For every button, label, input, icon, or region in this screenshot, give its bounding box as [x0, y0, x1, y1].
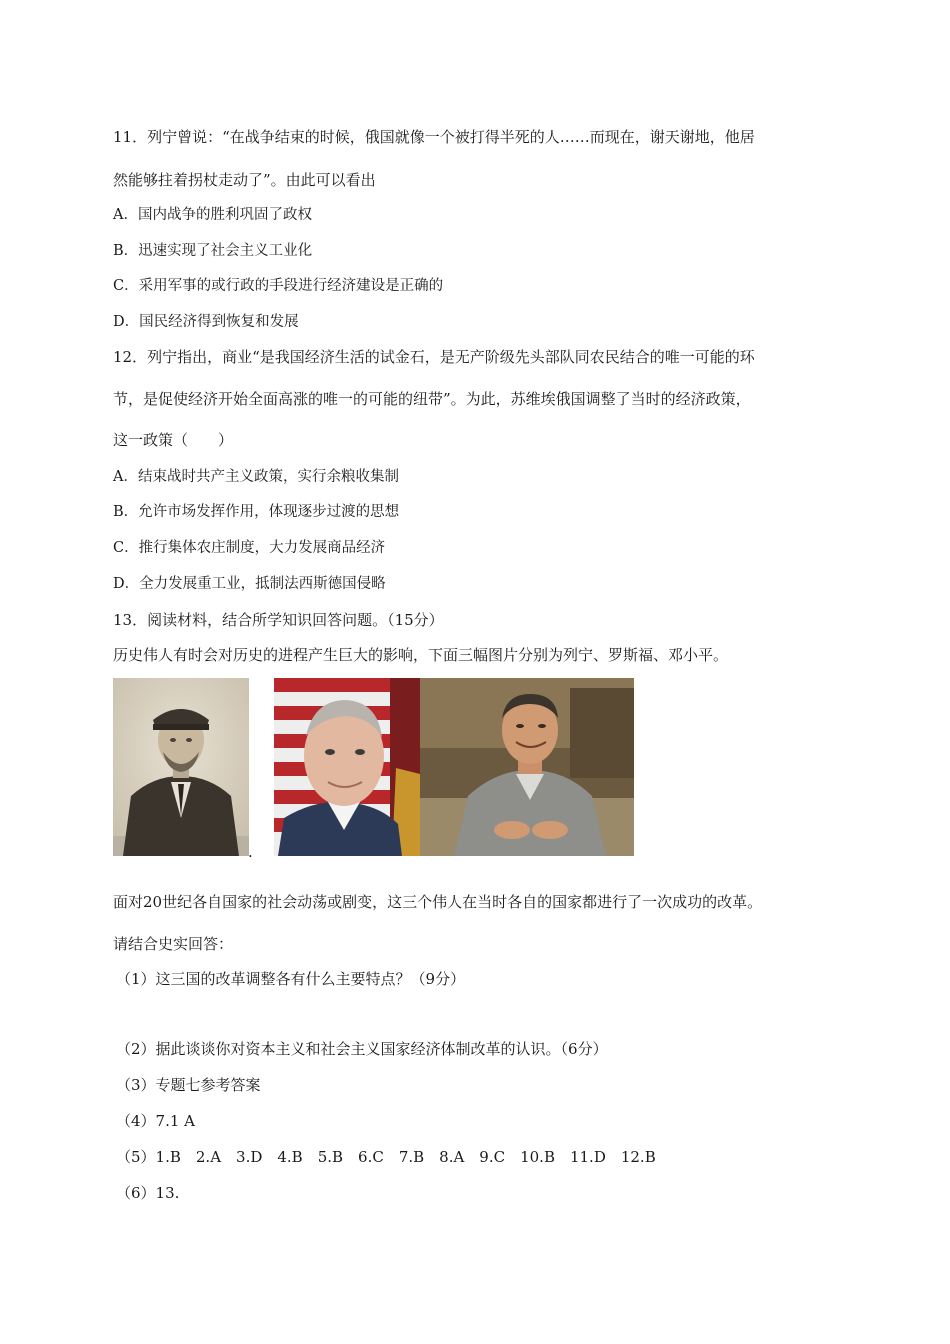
q11-option-a: A．国内战争的胜利巩固了政权: [113, 207, 312, 223]
photo-trailing-dot: .: [248, 843, 253, 861]
q11-option-b: B．迅速实现了社会主义工业化: [113, 243, 313, 259]
portrait-photo-deng: [420, 678, 634, 856]
q11-stem-line1: 11．列宁曾说：“在战争结束的时候，俄国就像一个被打得半死的人……而现在，谢天谢地，他居: [113, 128, 755, 146]
q13-stem-line4: 请结合史实回答：: [113, 935, 234, 953]
portrait-photo-lenin: [113, 678, 249, 856]
q13-stem-line3: 面对20世纪各自国家的社会动荡或剧变，这三个伟人在当时各自的国家都进行了一次成功的改革。: [113, 893, 763, 911]
q13-stem-line2: 历史伟人有时会对历史的进程产生巨大的影响，下面三幅图片分别为列宁、罗斯福、邓小平。: [113, 646, 729, 664]
q11-option-c: C．采用军事的或行政的手段进行经济建设是正确的: [113, 278, 444, 294]
q12-option-d: D．全力发展重工业，抵制法西斯德国侵略: [113, 576, 386, 592]
q12-option-a: A．结束战时共产主义政策，实行余粮收集制: [113, 469, 399, 485]
q12-stem-line1: 12．列宁指出，商业“是我国经济生活的试金石，是无产阶级先头部队同农民结合的唯一可能的环: [113, 348, 755, 366]
q12-stem-line2: 节，是促使经济开始全面高涨的唯一的可能的纽带”。为此，苏维埃俄国调整了当时的经济政策，: [113, 390, 751, 408]
q13-item-3: （3）专题七参考答案: [116, 1076, 261, 1094]
q13-item-6: （6）13.: [116, 1184, 180, 1202]
q11-option-d: D．国民经济得到恢复和发展: [113, 314, 299, 330]
q13-item-4: （4）7.1 A: [116, 1112, 195, 1130]
q11-stem-line2: 然能够拄着拐杖走动了”。由此可以看出: [113, 171, 376, 189]
q12-option-c: C．推行集体农庄制度，大力发展商品经济: [113, 540, 386, 556]
q13-item-2: （2）据此谈谈你对资本主义和社会主义国家经济体制改革的认识。（6分）: [116, 1040, 608, 1058]
q13-item-1: （1）这三国的改革调整各有什么主要特点？（9分）: [116, 970, 466, 988]
q12-stem-line3: 这一政策（ ）: [113, 431, 234, 449]
q13-item-5: （5）1.B 2.A 3.D 4.B 5.B 6.C 7.B 8.A 9.C 10.B 11.D 12.B: [116, 1148, 656, 1166]
portrait-photo-roosevelt: [274, 678, 420, 856]
q12-option-b: B．允许市场发挥作用，体现逐步过渡的思想: [113, 504, 400, 520]
q13-stem-line1: 13．阅读材料，结合所学知识回答问题。（15分）: [113, 611, 444, 629]
